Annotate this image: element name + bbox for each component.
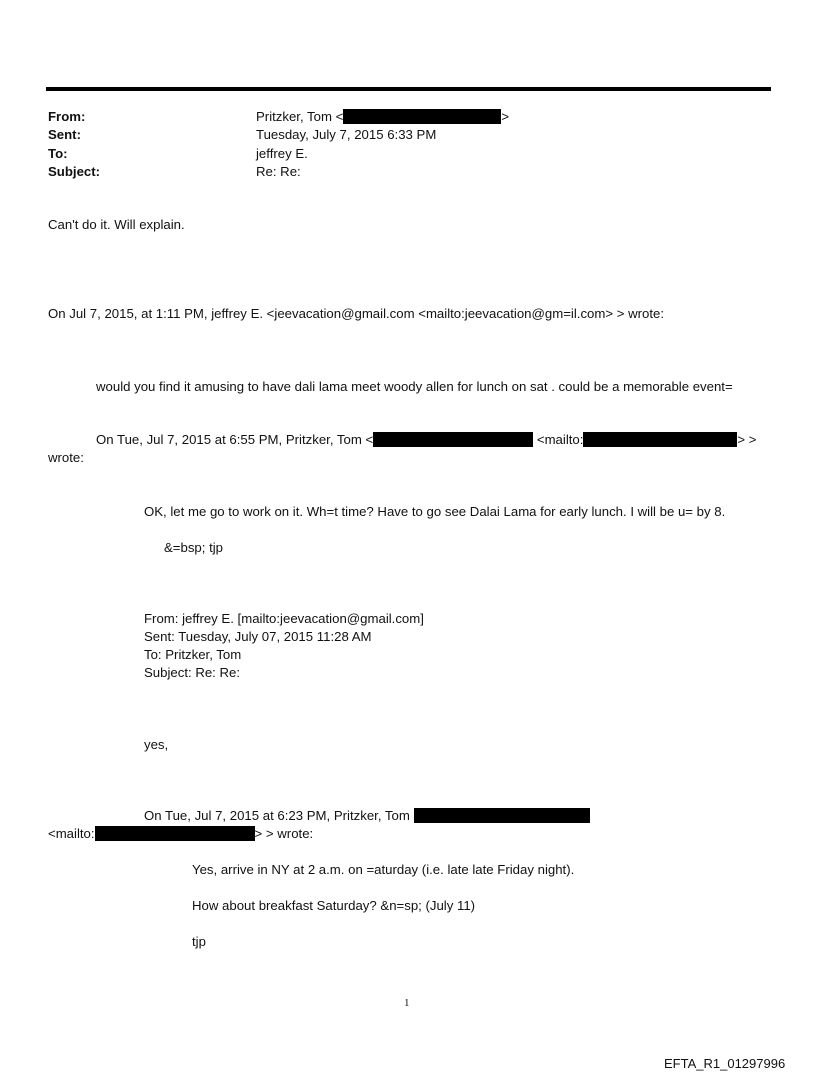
fwd-from: From: jeffrey E. [mailto:jeevacation@gmail.com] (144, 611, 424, 626)
fwd-text: yes, (144, 737, 169, 752)
quote2-header-c: > > (737, 432, 757, 447)
quote3-header (144, 807, 590, 824)
fwd-sent: Sent: Tuesday, July 07, 2015 11:28 AM (144, 629, 372, 644)
redaction-block (95, 826, 255, 841)
quote3-signature: tjp (192, 934, 206, 949)
bates-id: EFTA_R1_01297996 (664, 1056, 786, 1071)
quote2-header-a: On Tue, Jul 7, 2015 at 6:55 PM, Pritzker, Tom < (96, 432, 374, 447)
page-number: 1 (404, 997, 410, 1009)
redaction-block (343, 109, 501, 124)
subject-label: Subject: (48, 164, 101, 179)
redaction-block (373, 432, 533, 447)
from-value (256, 108, 509, 125)
to-label: To: (48, 146, 68, 161)
quote2-header-wrap: wrote: (48, 450, 84, 465)
subject-value: Re: Re: (256, 164, 301, 179)
sent-value: Tuesday, July 7, 2015 6:33 PM (256, 127, 437, 142)
from-name: Pritzker, Tom < (256, 109, 344, 124)
quote3-line2: How about breakfast Saturday? &n=sp; (July 11) (192, 898, 476, 913)
redaction-block (583, 432, 737, 447)
quote2-text: OK, let me go to work on it. Wh=t time? Have to go see Dalai Lama for early lunch. I will be u= by 8. (144, 504, 726, 519)
quote3-header-b: <mailto: (48, 826, 95, 841)
quote1-text: would you find it amusing to have dali lama meet woody allen for lunch on sat . could be a memorable event= (96, 379, 733, 394)
fwd-subject: Subject: Re: Re: (144, 665, 241, 680)
quote3-header-c: > > wrote: (254, 826, 314, 841)
from-close: > (501, 109, 510, 124)
quote2-header-b: <mailto: (536, 432, 584, 447)
to-value: jeffrey E. (256, 146, 308, 161)
quote2-signature: &=bsp; tjp (164, 540, 224, 555)
fwd-to: To: Pritzker, Tom (144, 647, 242, 662)
redaction-block (414, 808, 590, 823)
reply-text: Can't do it. Will explain. (48, 217, 185, 232)
header-rule (46, 87, 771, 91)
quote2-header (96, 431, 757, 448)
quote3-line1: Yes, arrive in NY at 2 a.m. on =aturday (i.e. late late Friday night). (192, 862, 575, 877)
quote1-header: On Jul 7, 2015, at 1:11 PM, jeffrey E. <jeevacation@gmail.com <mailto:jeevacation@gm=il.com> > wrote: (48, 306, 664, 321)
quote3-header-a: On Tue, Jul 7, 2015 at 6:23 PM, Pritzker, Tom (144, 808, 410, 823)
from-label: From: (48, 109, 86, 124)
sent-label: Sent: (48, 127, 81, 142)
quote3-header-wrap (48, 825, 313, 842)
